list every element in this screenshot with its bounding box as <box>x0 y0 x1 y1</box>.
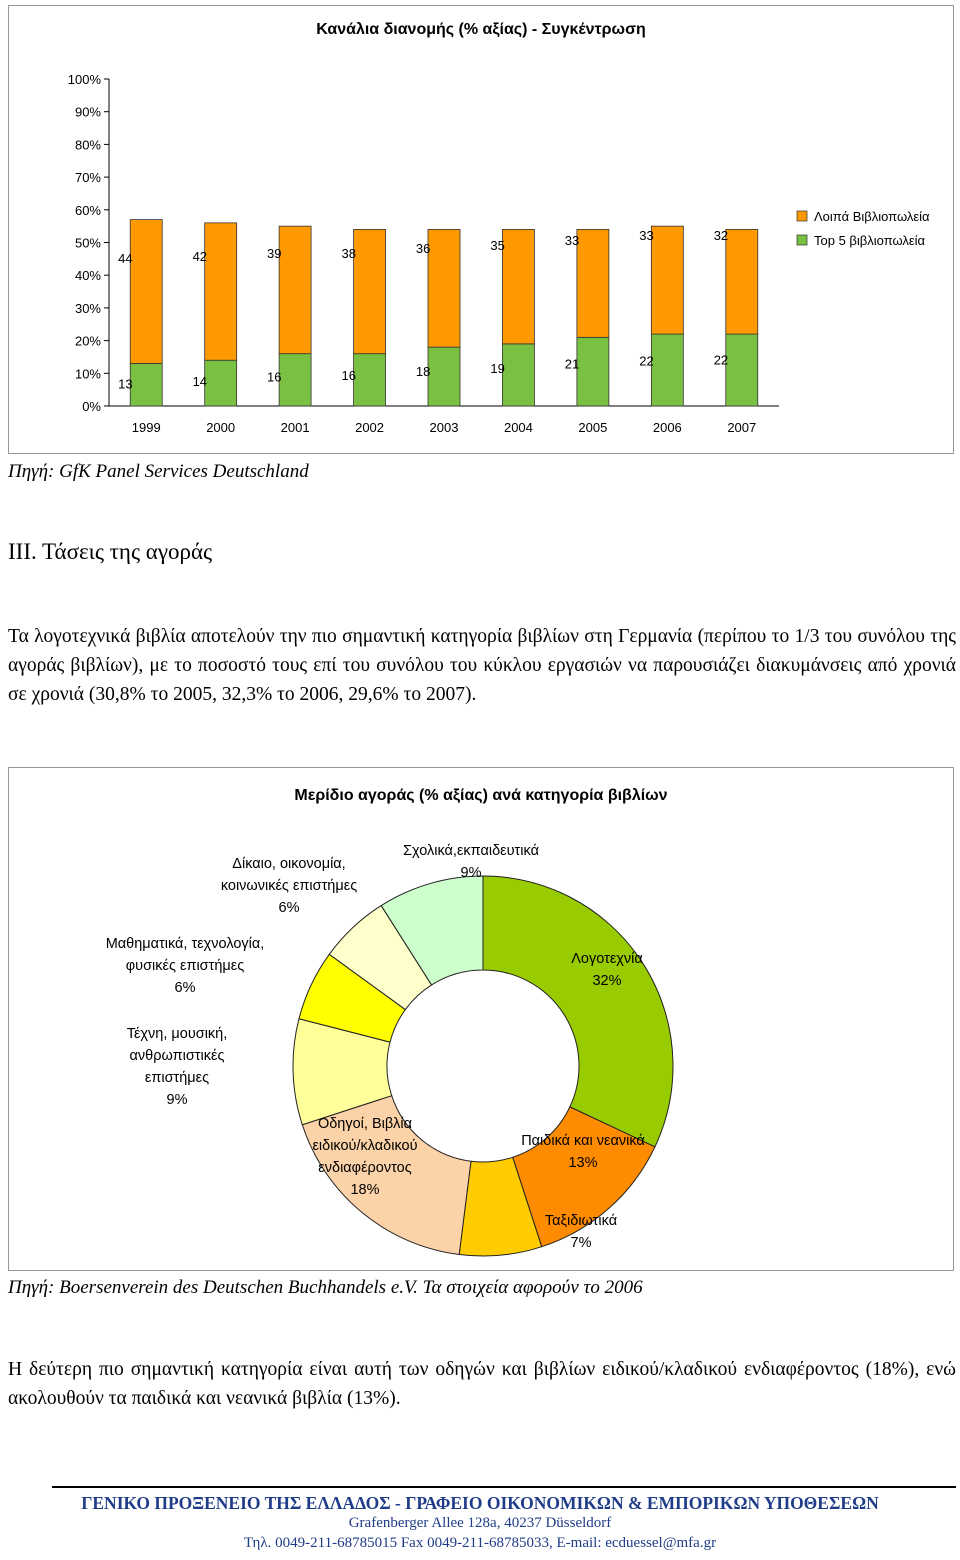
slice-label-line: Σχολικά,εκπαιδευτικά <box>403 843 539 859</box>
data-label: 22 <box>713 352 729 368</box>
footer-address: Grafenberger Allee 128a, 40237 Düsseldorf <box>348 1515 612 1531</box>
slice-label <box>221 856 357 916</box>
x-tick-label: 1999 <box>131 420 161 435</box>
bar-segment <box>726 229 758 334</box>
slice-percent: 6% <box>174 980 196 996</box>
bar-segment <box>354 354 386 406</box>
bar-segment <box>651 334 683 406</box>
bar-segment <box>651 226 683 334</box>
y-tick-label: 60% <box>74 202 101 218</box>
slice-percent: 32% <box>592 973 622 989</box>
bar-chart-title: Κανάλια διανομής (% αξίας) - Συγκέντρωση <box>316 21 646 38</box>
slice-percent: 18% <box>350 1182 380 1198</box>
slice-label-line: κοινωνικές επιστήμες <box>220 878 358 894</box>
bar-segment <box>502 344 534 406</box>
slice-label <box>127 1026 228 1108</box>
slice-percent: 13% <box>568 1155 598 1171</box>
x-tick-label: 2005 <box>578 420 608 435</box>
bar-segment <box>130 363 162 406</box>
footer-contact: Τηλ. 0049-211-68785015 Fax 0049-211-68785033, E-mail: ecduessel@mfa.gr <box>243 1535 717 1551</box>
bar-segment <box>502 229 534 343</box>
footer-rule <box>52 1486 956 1488</box>
slice-label-line: ειδικού/κλαδικού <box>312 1138 418 1154</box>
slice-label-line: Τέχνη, μουσική, <box>126 1026 228 1042</box>
slice-label-line: επιστήμες <box>144 1070 210 1086</box>
bar-segment <box>279 226 311 354</box>
y-tick-label: 10% <box>74 366 101 382</box>
bar-segment <box>428 229 460 347</box>
data-label: 32 <box>713 227 729 243</box>
donut-chart-box <box>8 767 954 1271</box>
slice-percent: 6% <box>278 900 300 916</box>
paragraph-2: Η δεύτερη πιο σημαντική κατηγορία είναι αυτή των οδηγών και βιβλίων ειδικού/κλαδικού ενδιαφέροντος (18%), ενώ ακολουθούν τα παιδικά και νεανικά βιβλία (13%). <box>8 1359 956 1409</box>
legend-label: Λοιπά Βιβλιοπωλεία <box>814 209 930 224</box>
x-tick-label: 2007 <box>727 420 757 435</box>
y-tick-label: 100% <box>67 72 101 87</box>
y-tick-label: 90% <box>74 104 101 120</box>
slice-label-line: φυσικές επιστήμες <box>125 958 245 974</box>
slice-label-line: Μαθηματικά, τεχνολογία, <box>105 936 265 952</box>
legend-swatch <box>797 235 807 245</box>
bar-chart <box>9 6 953 453</box>
bar-chart-box <box>8 5 954 454</box>
slice-label-line: Ταξιδιωτικά <box>544 1213 618 1229</box>
data-label: 35 <box>490 237 505 253</box>
bar-segment <box>205 223 237 360</box>
y-tick-label: 40% <box>74 268 101 284</box>
bar-segment <box>577 229 609 337</box>
x-tick-label: 2002 <box>355 420 385 435</box>
slice-label <box>106 936 265 996</box>
data-label: 18 <box>415 363 431 379</box>
y-tick-label: 30% <box>74 300 101 316</box>
paragraph-1: Τα λογοτεχνικά βιβλία αποτελούν την πιο σημαντική κατηγορία βιβλίων στη Γερμανία (περίπου το 1/3 του συνόλου της αγοράς βιβλίων), με το ποσοστό τους επί του συνόλου του κύκλου εργασιών να παρουσιάζει διακυμάνσεις από χρονιά σε χρονιά (30,8% το 2005, 32,3% το 2006, 29,6% το 2007). <box>8 626 956 705</box>
y-tick-label: 20% <box>74 333 101 349</box>
y-tick-label: 80% <box>74 137 101 153</box>
slice-label-line: Οδηγοί, Βιβλία <box>317 1116 413 1132</box>
data-label: 38 <box>341 245 356 261</box>
data-label: 16 <box>267 369 282 385</box>
data-label: 19 <box>490 360 505 376</box>
x-tick-label: 2003 <box>429 420 459 435</box>
source-gfk: Πηγή: GfK Panel Services Deutschland <box>8 461 309 482</box>
legend-swatch <box>797 211 807 221</box>
data-label: 13 <box>118 376 133 392</box>
donut-chart <box>9 768 953 1270</box>
data-label: 39 <box>267 245 282 261</box>
data-label: 42 <box>192 249 208 265</box>
slice-label-line: ανθρωπιστικές <box>129 1048 225 1064</box>
slice-percent: 9% <box>460 865 482 881</box>
slice-percent: 7% <box>570 1235 592 1251</box>
source-boersenverein: Πηγή: Boersenverein des Deutschen Buchhandels e.V. Τα στοιχεία αφορούν το 2006 <box>8 1277 643 1298</box>
data-label: 14 <box>192 373 208 389</box>
x-tick-label: 2006 <box>652 420 682 435</box>
bar-segment <box>577 337 609 406</box>
slice-percent: 9% <box>166 1092 188 1108</box>
donut-slice <box>483 876 673 1147</box>
slice-label-line: ενδιαφέροντος <box>318 1160 412 1176</box>
data-label: 22 <box>639 353 654 369</box>
data-label: 36 <box>415 241 431 257</box>
data-label: 44 <box>118 250 133 266</box>
slice-label-line: Δίκαιο, οικονομία, <box>232 856 346 872</box>
donut-chart-title: Μερίδιο αγοράς (% αξίας) ανά κατηγορία βιβλίων <box>294 787 668 804</box>
x-tick-label: 2001 <box>280 420 310 435</box>
y-tick-label: 70% <box>74 170 101 186</box>
data-label: 33 <box>639 227 654 243</box>
x-tick-label: 2004 <box>503 420 533 435</box>
bar-segment <box>726 334 758 406</box>
y-tick-label: 0% <box>82 399 101 414</box>
legend-label: Top 5 βιβλιοπωλεία <box>814 233 926 248</box>
bar-segment <box>428 347 460 406</box>
data-label: 16 <box>341 368 356 384</box>
bar-segment <box>130 220 162 364</box>
slice-label-line: Παιδικά και νεανικά <box>521 1133 645 1149</box>
y-tick-label: 50% <box>74 235 101 251</box>
bar-segment <box>279 354 311 406</box>
section-heading: ΙΙΙ. Τάσεις της αγοράς <box>8 539 213 564</box>
data-label: 33 <box>564 232 580 248</box>
x-tick-label: 2000 <box>206 420 236 435</box>
footer-org: ΓΕΝΙΚΟ ΠΡΟΞΕΝΕΙΟ ΤΗΣ ΕΛΛΑΔΟΣ - ΓΡΑΦΕΙΟ ΟΙΚΟΝΟΜΙΚΩΝ & ΕΜΠΟΡΙΚΩΝ ΥΠΟΘΕΣΕΩΝ <box>81 1493 879 1513</box>
data-label: 21 <box>564 356 580 372</box>
slice-label-line: Λογοτεχνία <box>571 951 643 967</box>
bar-segment <box>354 229 386 353</box>
slice-label <box>403 843 539 881</box>
bar-segment <box>205 360 237 406</box>
